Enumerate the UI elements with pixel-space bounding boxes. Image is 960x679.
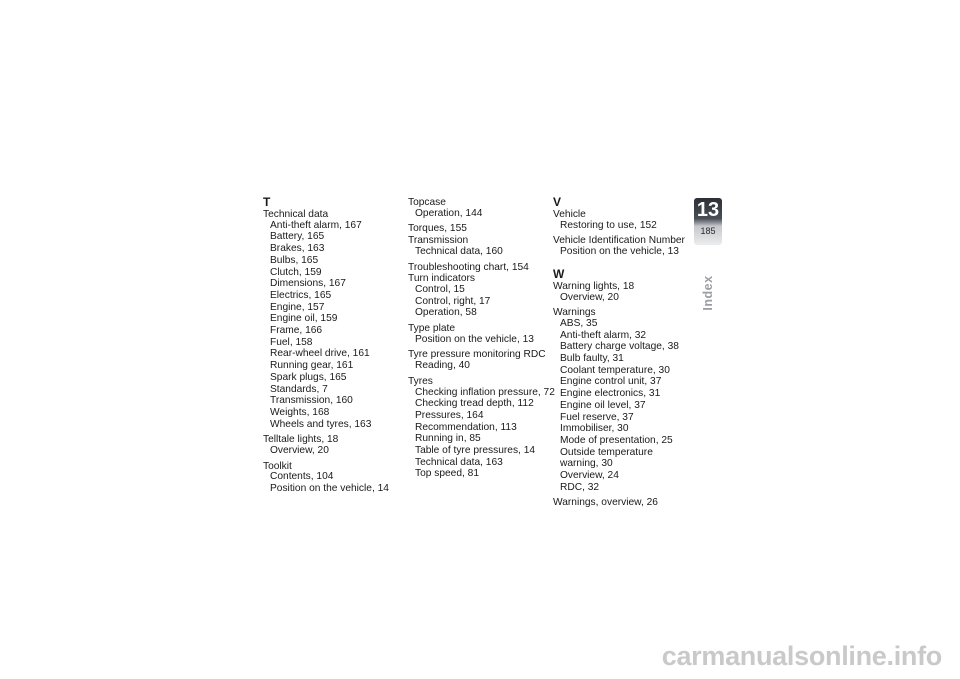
index-term: Troubleshooting chart, 154: [408, 261, 529, 273]
index-column-1: [263, 197, 413, 499]
index-subentry: Wheels and tyres, 163: [270, 418, 372, 430]
index-subentry: Clutch, 159: [270, 266, 322, 278]
index-subentry: Electrics, 165: [270, 289, 332, 301]
index-subentry: Overview, 24: [560, 470, 619, 482]
index-entry: [408, 235, 558, 261]
index-entry: [553, 281, 703, 307]
index-entry: [408, 323, 558, 349]
index-subentry: Running in, 85: [415, 433, 481, 445]
index-subentry: Pressures, 164: [415, 409, 484, 421]
index-subentry: Recommendation, 113: [415, 421, 517, 433]
index-subentry: Battery charge voltage, 38: [560, 341, 679, 353]
index-term: Type plate: [408, 323, 456, 335]
index-subentry: ABS, 35: [560, 317, 598, 329]
index-entry: [553, 307, 703, 497]
index-subentry: Technical data, 160: [415, 245, 503, 257]
index-term: Technical data: [263, 209, 329, 220]
index-subentry: Checking tread depth, 112: [415, 398, 534, 410]
index-subentry: Fuel, 158: [270, 336, 313, 348]
index-letter: T: [263, 195, 271, 209]
index-subentry: Immobiliser, 30: [560, 423, 629, 435]
index-subentry: Anti-theft alarm, 167: [270, 219, 362, 231]
index-subentry: Spark plugs, 165: [270, 371, 347, 383]
index-subentry: Frame, 166: [270, 325, 323, 337]
index-term: Toolkit: [263, 460, 292, 472]
index-term: Tyres: [408, 375, 433, 387]
index-subentry: Battery, 165: [270, 231, 325, 243]
index-term: Torques, 155: [408, 223, 467, 235]
index-subentry: Outside temperature: [560, 446, 653, 458]
index-entry: [553, 209, 703, 235]
index-subentry: Running gear, 161: [270, 360, 354, 372]
index-subentry: Standards, 7: [270, 383, 328, 395]
chapter-number: 13: [696, 199, 720, 221]
index-term: Warnings: [553, 307, 596, 319]
index-column-2: [408, 197, 558, 484]
index-column-3: [553, 197, 703, 509]
index-subentry: Top speed, 81: [415, 468, 480, 480]
index-subentry: Operation, 144: [415, 207, 483, 219]
index-term: Topcase: [408, 197, 446, 208]
page-number: 185: [700, 226, 716, 236]
watermark: carmanualsonline.info: [661, 641, 942, 671]
index-subentry: Position on the vehicle, 13: [415, 333, 534, 345]
index-subentry: Coolant temperature, 30: [560, 364, 670, 376]
index-term: Warning lights, 18: [553, 280, 635, 292]
index-subentry: Bulbs, 165: [270, 254, 319, 266]
index-subentry: Dimensions, 167: [270, 278, 346, 290]
index-entry: [408, 273, 558, 323]
index-subentry: Engine oil, 159: [270, 313, 338, 325]
index-entry: [553, 497, 703, 509]
index-subentry: Table of tyre pressures, 14: [415, 445, 536, 457]
index-subentry: Engine oil level, 37: [560, 399, 646, 411]
index-entry: [408, 197, 558, 223]
index-subentry: Bulb faulty, 31: [560, 353, 624, 365]
index-entry: [263, 461, 413, 499]
index-letter: V: [553, 195, 562, 209]
index-subentry: Rear-wheel drive, 161: [270, 348, 370, 360]
index-subentry: Engine, 157: [270, 301, 325, 313]
index-subentry: Transmission, 160: [270, 395, 353, 407]
index-entry: [408, 349, 558, 375]
index-subentry: Overview, 20: [270, 445, 329, 457]
index-entry: [408, 223, 558, 235]
index-subentry: warning, 30: [560, 458, 613, 470]
index-entry: [553, 235, 703, 261]
index-entry: [408, 262, 558, 274]
index-term: Vehicle Identification Number: [553, 235, 685, 247]
index-subentry: Control, right, 17: [415, 295, 491, 307]
index-subentry: Technical data, 163: [415, 456, 503, 468]
index-subentry: Weights, 168: [270, 406, 330, 418]
index-term: Transmission: [408, 235, 469, 247]
index-term: Telltale lights, 18: [263, 434, 339, 446]
index-subentry: Engine control unit, 37: [560, 376, 662, 388]
index-subentry: Mode of presentation, 25: [560, 434, 673, 446]
index-subentry: Operation, 58: [415, 307, 477, 319]
index-subentry: Contents, 104: [270, 471, 334, 483]
index-subentry: Anti-theft alarm, 32: [560, 329, 647, 341]
index-subentry: RDC, 32: [560, 481, 600, 493]
index-term: Turn indicators: [408, 273, 475, 285]
index-subentry: Checking inflation pressure, 72: [415, 386, 555, 398]
index-entry: [263, 209, 413, 434]
index-term: Tyre pressure monitoring RDC: [408, 349, 546, 361]
index-entry: [263, 434, 413, 460]
index-entry: [408, 376, 558, 484]
index-subentry: Brakes, 163: [270, 243, 325, 255]
index-letter: W: [553, 266, 565, 281]
index-subentry: Engine electronics, 31: [560, 388, 661, 400]
index-subentry: Position on the vehicle, 13: [560, 246, 679, 258]
index-subentry: Overview, 20: [560, 291, 619, 303]
section-label: Index: [701, 275, 715, 311]
index-subentry: Reading, 40: [415, 360, 470, 372]
index-subentry: Restoring to use, 152: [560, 219, 657, 231]
chapter-tab: [694, 198, 722, 245]
index-term: Vehicle: [553, 209, 586, 220]
index-subentry: Position on the vehicle, 14: [270, 483, 389, 495]
index-term: Warnings, overview, 26: [553, 497, 658, 509]
index-subentry: Control, 15: [415, 283, 465, 295]
index-subentry: Fuel reserve, 37: [560, 411, 634, 423]
